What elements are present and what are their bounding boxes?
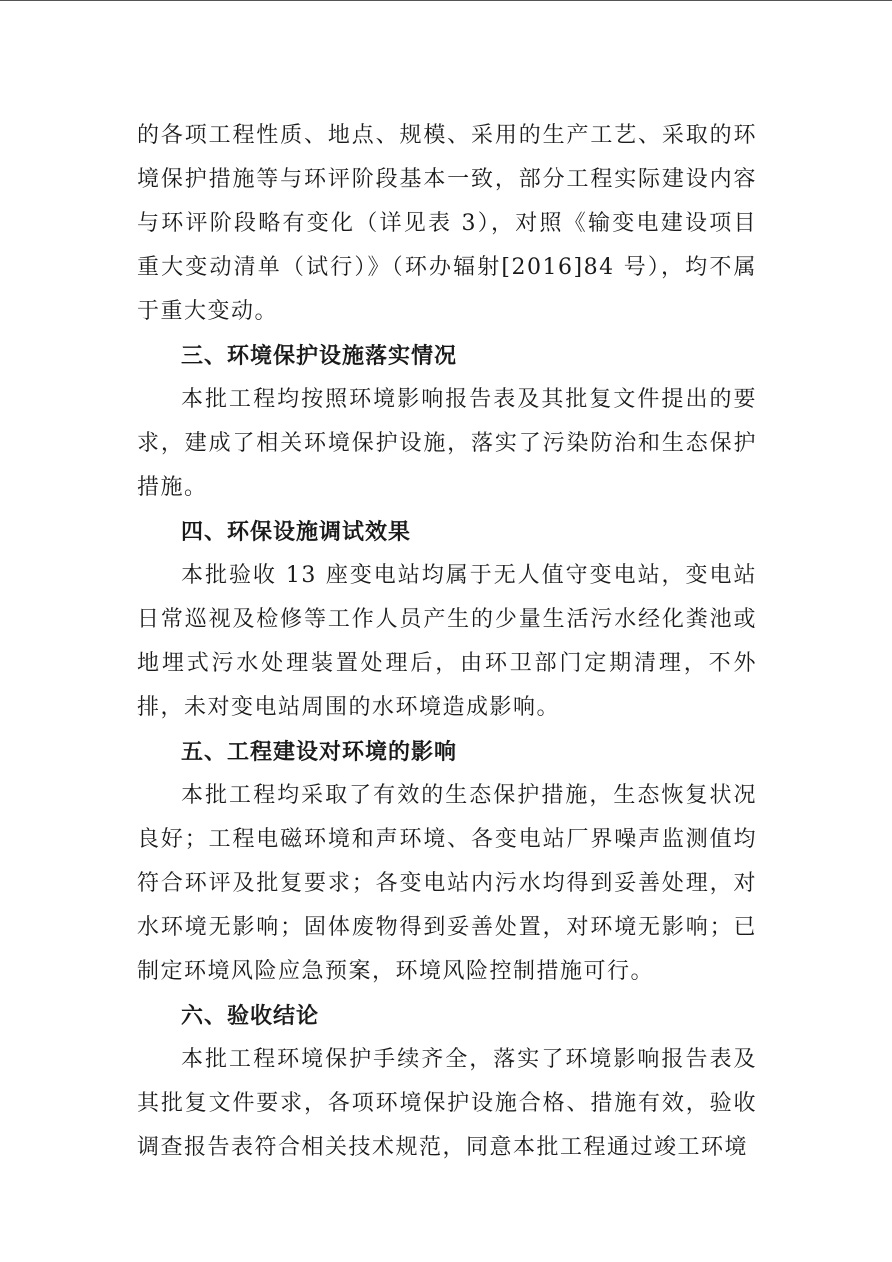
section-heading-conclusion: 六、验收结论 xyxy=(181,1003,320,1029)
section-heading-facilities: 三、环境保护设施落实情况 xyxy=(181,343,458,369)
paragraph-debugging: 本批验收 13 座变电站均属于无人值守变电站，变电站日常巡视及检修等工作人员产生的少量生活污水经化粪池或地埋式污水处理装置处理后，由环卫部门定期清理，不外排，未对变电站周围的水环境造成影响。 xyxy=(137,563,757,720)
document-body xyxy=(137,114,757,1170)
paragraph-continuation: 的各项工程性质、地点、规模、采用的生产工艺、采取的环境保护措施等与环评阶段基本一致，部分工程实际建设内容与环评阶段略有变化（详见表 3），对照《输变电建设项目重大变动清单（试行）》（环办辐射[2016]84 号），均不属于重大变动。 xyxy=(137,123,757,324)
paragraph-conclusion: 本批工程环境保护手续齐全，落实了环境影响报告表及其批复文件要求，各项环境保护设施合格、措施有效，验收调查报告表符合相关技术规范，同意本批工程通过竣工环境 xyxy=(137,1047,757,1160)
page-top-border xyxy=(0,0,892,1)
paragraph-impact: 本批工程均采取了有效的生态保护措施，生态恢复状况良好；工程电磁环境和声环境、各变电站厂界噪声监测值均符合环评及批复要求；各变电站内污水均得到妥善处理，对水环境无影响；固体废物得到妥善处置，对环境无影响；已制定环境风险应急预案，环境风险控制措施可行。 xyxy=(137,783,757,984)
section-heading-debugging: 四、环保设施调试效果 xyxy=(181,519,412,545)
section-heading-impact: 五、工程建设对环境的影响 xyxy=(181,739,458,765)
paragraph-facilities: 本批工程均按照环境影响报告表及其批复文件提出的要求，建成了相关环境保护设施，落实了污染防治和生态保护措施。 xyxy=(137,387,757,500)
